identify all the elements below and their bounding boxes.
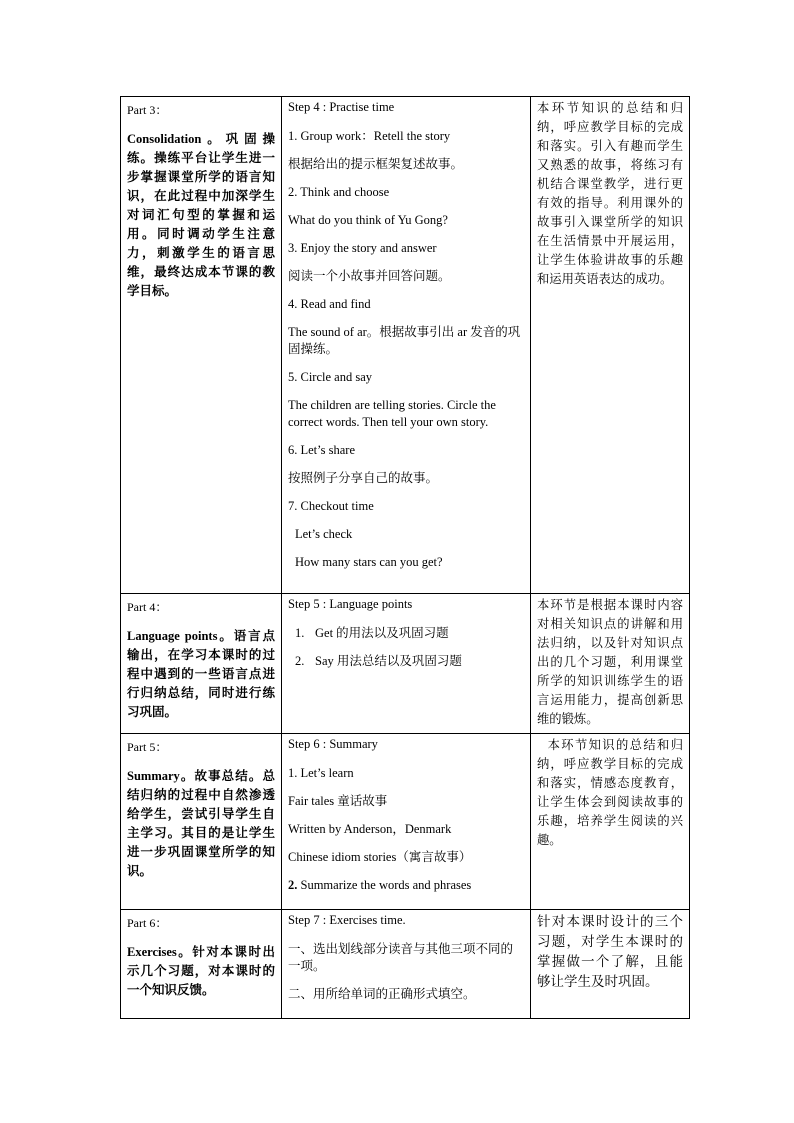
list-item-number: 2.	[295, 654, 305, 668]
step-line: 阅读一个小故事并回答问题。	[288, 269, 451, 283]
step-line: 1. Group work：Retell the story	[288, 129, 451, 143]
table-row-part-6	[121, 910, 690, 1019]
table-row-part-3	[121, 97, 690, 594]
step-line: 7. Checkout time	[288, 499, 374, 513]
list-item	[288, 625, 524, 642]
step-line: Chinese idiom stories（寓言故事）	[288, 850, 472, 864]
part-description-cell	[121, 734, 282, 910]
list-item-text: Get 的用法以及巩固习题	[315, 626, 449, 640]
part-description-text: 。故事总结。总结归纳的过程中自然渗透给学生，尝试引导学生自主学习。其目的是让学生进一步巩固课堂所学的知识。	[127, 769, 275, 878]
step-line: Written by Anderson，Denmark	[288, 822, 452, 836]
note-cell: 本环节知识的总结和归纳，呼应教学目标的完成和落实。引入有趣而学生又熟悉的故事，将练习有机结合课堂教学，进行更有效的指导。利用课外的故事引入课堂所学的知识在生活情景中开展运用，让学生体验讲故事的乐趣和运用英语表达的成功。	[531, 97, 690, 594]
part-description	[127, 627, 275, 722]
step-line: What do you think of Yu Gong?	[288, 213, 448, 227]
steps-cell	[282, 97, 531, 594]
part-description	[127, 943, 275, 1000]
steps-cell	[282, 734, 531, 910]
step-title: Step 7 : Exercises time.	[288, 913, 406, 927]
part-label: Part 4：	[127, 600, 168, 614]
step-line: 1. Let’s learn	[288, 766, 354, 780]
table-row-part-5	[121, 734, 690, 910]
part-label: Part 6：	[127, 916, 168, 930]
step-line: 6. Let’s share	[288, 443, 355, 457]
part-description-text: 。语言点输出，在学习本课时的过程中遇到的一些语言点进行归纳总结，同时进行练习巩固。	[127, 629, 275, 719]
step-line: Let’s check	[295, 527, 353, 541]
step-line: 5. Circle and say	[288, 370, 373, 384]
table-row-part-4	[121, 594, 690, 734]
step-title: Step 6 : Summary	[288, 737, 378, 751]
part-description-text: 。针对本课时出示几个习题，对本课时的一个知识反馈。	[127, 945, 275, 997]
step-title: Step 5 : Language points	[288, 597, 413, 611]
step-line: The sound of ar。根据故事引出 ar 发音的巩固操练。	[288, 325, 521, 356]
step-line: 2. Think and choose	[288, 185, 390, 199]
note-cell: 本环节是根据本课时内容对相关知识点的讲解和用法归纳，以及针对知识点出的几个习题，利用课堂所学的知识训练学生的语言运用能力，提高创新思维的锻炼。	[531, 594, 690, 734]
list-item-text: Say 用法总结以及巩固习题	[315, 654, 462, 668]
step-line: 按照例子分享自己的故事。	[288, 471, 439, 485]
list-item	[288, 653, 524, 670]
part-description-cell	[121, 910, 282, 1019]
list-item-number: 1.	[295, 626, 305, 640]
step-line: 一、选出划线部分读音与其他三项不同的一项。	[288, 942, 514, 973]
note-cell: 针对本课时设计的三个习题，对学生本课时的掌握做一个了解，且能够让学生及时巩固。	[531, 910, 690, 1019]
step-line: 3. Enjoy the story and answer	[288, 241, 437, 255]
step-line: Fair tales 童话故事	[288, 794, 388, 808]
part-description-cell	[121, 97, 282, 594]
part-heading: Consolidation	[127, 132, 202, 146]
step-line: How many stars can you get?	[295, 555, 443, 569]
step-line: 二、用所给单词的正确形式填空。	[288, 987, 476, 1001]
step-line: The children are telling stories. Circle the correct words. Then tell your own story.	[288, 398, 496, 429]
part-label: Part 5：	[127, 740, 168, 754]
part-heading: Summary	[127, 769, 180, 783]
part-description-cell	[121, 594, 282, 734]
lesson-plan-table	[120, 96, 690, 1019]
steps-cell	[282, 910, 531, 1019]
step-title: Step 4 : Practise time	[288, 100, 395, 114]
part-heading: Language points	[127, 629, 218, 643]
step-line	[288, 877, 524, 894]
steps-cell	[282, 594, 531, 734]
step-text: Summarize the words and phrases	[297, 878, 472, 892]
step-line: 4. Read and find	[288, 297, 371, 311]
part-description-text: 。巩固操练。操练平台让学生进一步掌握课堂所学的语言知识，在此过程中加深学生对词汇句型的掌握和运用。同时调动学生注意力，刺激学生的语言思维，最终达成本节课的教学目标。	[127, 132, 275, 298]
note-cell: 本环节知识的总结和归纳，呼应教学目标的完成和落实，情感态度教育，让学生体会到阅读故事的乐趣，培养学生阅读的兴趣。	[531, 734, 690, 910]
part-label: Part 3：	[127, 103, 168, 117]
part-description	[127, 767, 275, 881]
step-line: 根据给出的提示框架复述故事。	[288, 157, 464, 171]
part-heading: Exercises	[127, 945, 177, 959]
part-description	[127, 130, 275, 301]
step-number: 2.	[288, 878, 298, 892]
